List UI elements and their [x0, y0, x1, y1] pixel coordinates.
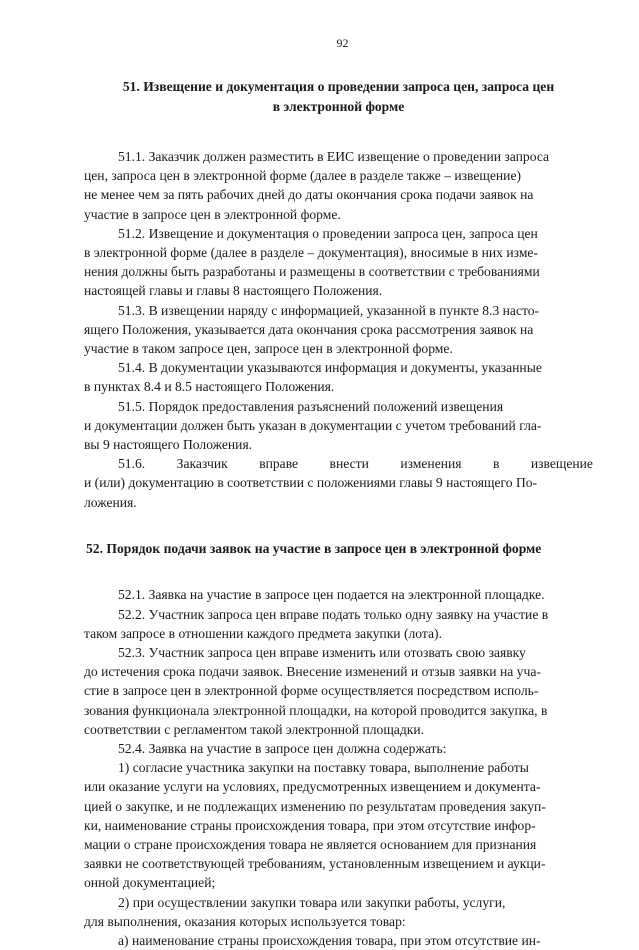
text-line: не менее чем за пять рабочих дней до даты окончания срока подачи заявок на [84, 187, 534, 203]
text-line: а) наименование страны происхождения товара, при этом отсутствие ин- [118, 933, 541, 949]
word: вправе [259, 456, 299, 472]
text-line: настоящей главы и главы 8 настоящего Положения. [84, 283, 383, 299]
text-line: в пунктах 8.4 и 8.5 настоящего Положения. [84, 379, 335, 395]
text-line: онной документацией; [84, 875, 216, 891]
paragraph [84, 893, 593, 931]
text-line: 51.5. Порядок предоставления разъяснений положений извещения [118, 398, 504, 414]
word: Заказчик [176, 456, 228, 472]
paragraph [84, 397, 593, 455]
text-line: ложения. [84, 494, 137, 510]
text-line: 52.4. Заявка на участие в запросе цен должна содержать: [118, 740, 447, 756]
text-line: или оказание услуги на условиях, предусмотренных извещением и документа- [84, 779, 541, 795]
text-line: 52.2. Участник запроса цен вправе подать только одну заявку на участие в [118, 606, 549, 622]
text-line: заявки не соответствующей требованиям, установленным извещением и аукци- [84, 856, 546, 872]
paragraph [84, 739, 593, 758]
text-line: цией о закупке, и не подлежащих изменению по результатам проведения закуп- [84, 798, 546, 814]
heading-line: в электронной форме [272, 98, 405, 114]
text-line: нения должны быть разработаны и размещены в соответствии с требованиями [84, 264, 540, 280]
paragraph [84, 643, 593, 739]
paragraph [84, 585, 593, 604]
text-line: 51.2. Извещение и документация о проведении запроса цен, запроса цен [118, 225, 538, 241]
text-line: 51.4. В документации указываются информация и документы, указанные [118, 360, 542, 376]
text-line: 51.3. В извещении наряду с информацией, указанной в пункте 8.3 насто- [118, 302, 540, 318]
paragraph [84, 758, 593, 892]
text-line: 51.1. Заказчик должен разместить в ЕИС извещение о проведении запроса [118, 149, 550, 164]
text-line: стие в запросе цен в электронной форме осуществляется посредством исполь- [84, 683, 539, 699]
text-line: ки, наименование страны происхождения товара, при этом отсутствие инфор- [84, 817, 536, 833]
word: в [492, 456, 500, 472]
text-line: участие в таком запросе цен, запросе цен в электронной форме. [84, 341, 453, 357]
section-52-heading: 52. Порядок подачи заявок на участие в запросе цен в электронной форме [86, 540, 542, 556]
word: 51.6. [118, 456, 146, 472]
text-line: для выполнения, оказания которых используется товар: [84, 913, 406, 929]
paragraph [84, 358, 593, 396]
text-line: в электронной форме (далее в разделе – документация), вносимые в них изме- [84, 245, 538, 261]
text-line: мации о стране происхождения товара не является основанием для признания [84, 837, 537, 852]
text-line: соответствии с регламентом такой электронной площадки. [84, 721, 425, 737]
text-line: зования функционала электронной площадки, на которой проводится закупка, в [84, 702, 548, 718]
paragraph [84, 301, 593, 359]
paragraph-51-6 [84, 454, 593, 512]
text-line: 2) при осуществлении закупки товара или закупки работы, услуги, [118, 894, 506, 910]
text-line: 52.1. Заявка на участие в запросе цен подается на электронной площадке. [118, 587, 545, 603]
word: внести [329, 456, 369, 472]
text-line: и (или) документацию в соответствии с положениями главы 9 настоящего По- [84, 475, 538, 491]
text-line: 52.3. Участник запроса цен вправе изменить или отозвать свою заявку [118, 644, 526, 660]
paragraph [84, 931, 593, 950]
page-number: 92 [336, 36, 349, 50]
word: изменения [400, 456, 462, 472]
section-52-body [84, 585, 593, 950]
text-line: до истечения срока подачи заявок. Внесение изменений и отзыв заявки на уча- [84, 664, 541, 680]
text-line: таком запросе в отношении каждого предмета закупки (лота). [84, 625, 442, 641]
text-line: вы 9 настоящего Положения. [84, 437, 253, 453]
text-line: 1) согласие участника закупки на поставку товара, выполнение работы [118, 760, 529, 776]
text-line: и документации должен быть указан в документации с учетом требований гла- [84, 417, 542, 433]
section-51-heading [84, 77, 593, 116]
text-line: ящего Положения, указывается дата окончания срока рассмотрения заявок на [84, 321, 534, 337]
text-line: цен, запроса цен в электронной форме (далее в разделе также – извещение) [84, 168, 522, 184]
paragraph-51-6-first-line [84, 454, 593, 473]
section-51-body [84, 147, 593, 454]
paragraph [84, 224, 593, 301]
paragraph [84, 605, 593, 643]
heading-line: 51. Извещение и документация о проведении запроса цен, запроса цен [122, 79, 555, 94]
word: извещение [530, 456, 593, 472]
paragraph [84, 147, 593, 224]
text-line: участие в запросе цен в электронной форме. [84, 206, 341, 222]
